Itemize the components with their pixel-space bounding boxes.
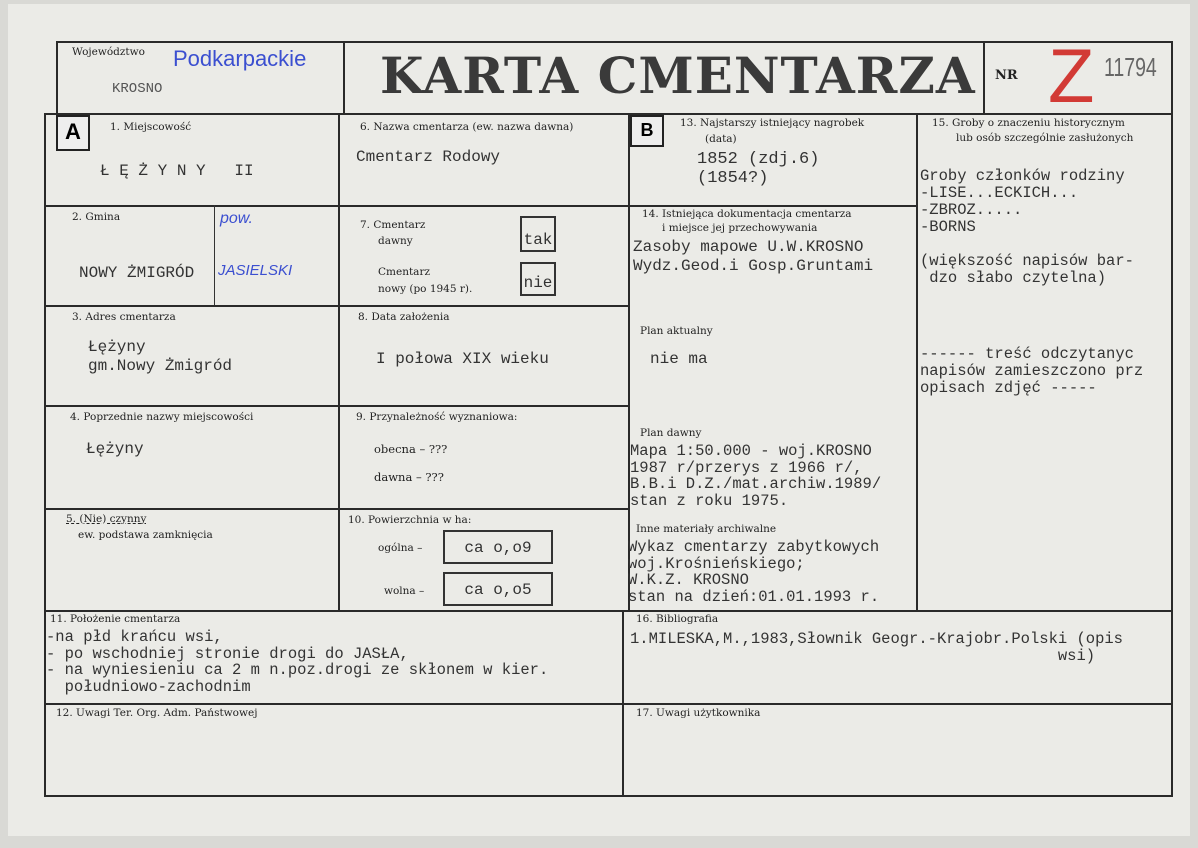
field-7-nowy: nowy (po 1945 r). (378, 283, 473, 295)
powiat-value: JASIELSKI (218, 262, 293, 279)
field-2-label: 2. Gmina (72, 211, 121, 223)
field-5-label: 5. (Nie) czynny (66, 513, 147, 525)
field-15-value: Groby członków rodziny -LISE...ECKICH... -ZBROZ..... -BORNS (większość napisów bar- dzo słabo czytelna) (920, 168, 1134, 287)
field-15-label: 15. Groby o znaczeniu historycznym (932, 117, 1125, 129)
field-13-label: 13. Najstarszy istniejący nagrobek (680, 117, 865, 129)
field-14-sublabel: i miejsce jej przechowywania (662, 222, 818, 234)
field-9-obecna: obecna – ??? (374, 442, 448, 456)
field-3-label: 3. Adres cmentarza (72, 311, 176, 323)
wojewodztwo-label: Województwo (72, 46, 145, 58)
field-9-dawna: dawna – ??? (374, 470, 444, 484)
inne-materialy-label: Inne materiały archiwalne (636, 523, 777, 535)
page-title: KARTA CMENTARZA (380, 46, 976, 105)
field-11-label: 11. Położenie cmentarza (50, 613, 181, 625)
plan-dawny-label: Plan dawny (640, 427, 702, 439)
powiat-label: pow. (220, 210, 253, 227)
section-b-marker: B (630, 115, 664, 147)
region-stamp: Podkarpackie (173, 46, 307, 71)
field-14-label: 14. Istniejąca dokumentacja cmentarza (642, 208, 852, 220)
plan-aktualny-label: Plan aktualny (640, 325, 713, 337)
field-10-label: 10. Powierzchnia w ha: (348, 514, 472, 526)
section-a-marker: A (56, 115, 90, 151)
nr-label: NR (995, 68, 1018, 83)
field-15-sublabel: lub osób szczególnie zasłużonych (956, 132, 1134, 144)
field-4-label: 4. Poprzednie nazwy miejscowości (70, 411, 254, 423)
field-15-note: ------ treść odczytanyc napisów zamieszczono prz opisach zdjęć ----- (920, 346, 1144, 397)
field-8-label: 8. Data założenia (358, 311, 450, 323)
divider (214, 205, 215, 305)
ogolna-value: ca o,o9 (443, 530, 553, 564)
wolna-value: ca o,o5 (443, 572, 553, 606)
field-13-value: 1852 (zdj.6) (1854?) (697, 150, 820, 188)
field-9-label: 9. Przynależność wyznaniowa: (356, 411, 518, 423)
nr-value: 11794 (1104, 52, 1157, 82)
field-17-label: 17. Uwagi użytkownika (636, 707, 761, 719)
field-2-value: NOWY ŻMIGRÓD (79, 264, 195, 282)
field-4-value: Łężyny (86, 440, 144, 458)
field-13-sublabel: (data) (705, 133, 737, 145)
field-7-label: 7. Cmentarz (360, 219, 426, 231)
field-7-nowy-label: Cmentarz (378, 266, 430, 278)
field-7-dawny: dawny (378, 235, 413, 247)
tak-box: tak (520, 216, 556, 252)
field-1-label: 1. Miejscowość (110, 121, 192, 133)
wojewodztwo-value: KROSNO (112, 81, 163, 97)
field-1-value: Ł Ę Ż Y N Y II (100, 162, 254, 180)
field-12-label: 12. Uwagi Ter. Org. Adm. Państwowej (56, 707, 258, 719)
nr-letter-mark: Z (1048, 34, 1095, 119)
field-6-value: Cmentarz Rodowy (356, 148, 501, 166)
field-11-value: -na płd krańcu wsi, - po wschodniej stronie drogi do JASŁA, - na wyniesieniu ca 2 m n.poz.drogi ze skłonem w kier. południowo-zachodnim (46, 628, 549, 696)
plan-aktualny-value: nie ma (650, 350, 708, 368)
field-6-label: 6. Nazwa cmentarza (ew. nazwa dawna) (360, 121, 574, 133)
field-16-label: 16. Bibliografia (636, 613, 719, 625)
field-5-sublabel: ew. podstawa zamknięcia (78, 529, 213, 541)
inne-materialy-value: Wykaz cmentarzy zabytkowych woj.Krośnieńskiego; W.K.Z. KROSNO stan na dzień:01.01.1993 r. (628, 538, 880, 606)
plan-dawny-value: Mapa 1:50.000 - woj.KROSNO 1987 r/przerys z 1966 r/, B.B.i D.Z./mat.archiw.1989/ stan z roku 1975. (630, 442, 882, 510)
ogolna-label: ogólna – (378, 542, 423, 554)
nie-box: nie (520, 262, 556, 296)
field-16-value: 1.MILESKA,M.,1983,Słownik Geogr.-Krajobr.Polski (opis wsi) (630, 631, 1123, 665)
wolna-label: wolna – (384, 585, 425, 597)
field-3-value: Łężyny gm.Nowy Żmigród (88, 338, 233, 375)
field-8-value: I połowa XIX wieku (376, 350, 549, 368)
field-14-value: Zasoby mapowe U.W.KROSNO Wydz.Geod.i Gosp.Gruntami (633, 238, 874, 275)
